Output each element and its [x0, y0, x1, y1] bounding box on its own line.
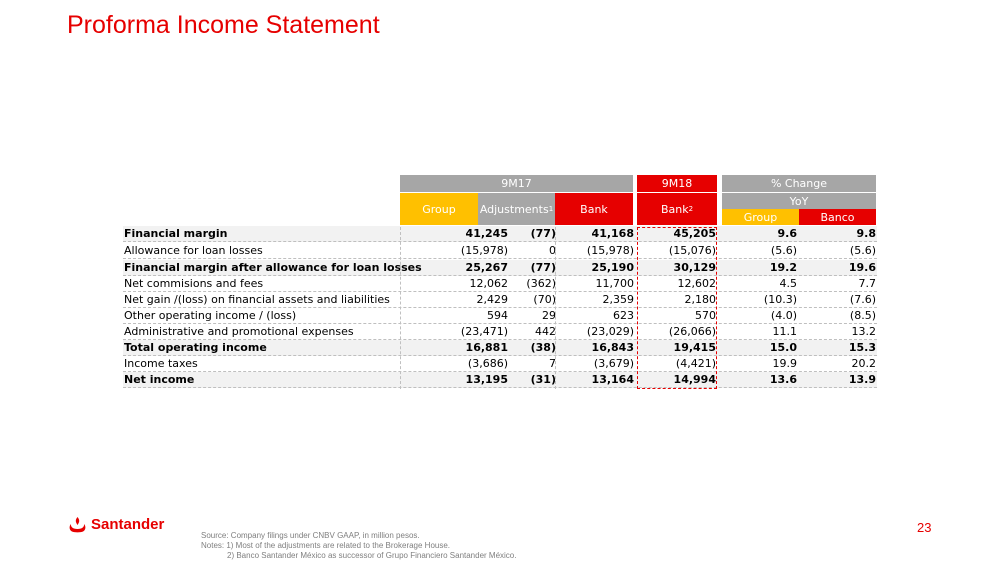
cell-bank: 13,164 [591, 373, 634, 386]
header-adjustments: Adjustments 1 [478, 193, 555, 225]
cell-bank: 25,190 [591, 261, 634, 274]
cell-bank: 623 [613, 309, 634, 322]
cell-bank-9m18: (4,421) [675, 357, 716, 370]
cell-bank-9m18: (26,066) [668, 325, 716, 338]
cell-adjustments: (362) [526, 277, 556, 290]
row-label: Allowance for loan losses [124, 244, 263, 257]
header-yoy-group: Group [722, 209, 799, 225]
cell-yoy-banco: 15.3 [848, 341, 876, 354]
header-bank-9m18: Bank 2 [637, 193, 717, 225]
cell-yoy-group: 11.1 [772, 325, 797, 338]
cell-bank: (3,679) [593, 357, 634, 370]
cell-adjustments: (31) [530, 373, 556, 386]
cell-group: 13,195 [465, 373, 508, 386]
table-row [123, 226, 877, 242]
cell-bank: 16,843 [591, 341, 634, 354]
cell-yoy-banco: 7.7 [858, 277, 876, 290]
cell-adjustments: (70) [533, 293, 556, 306]
header-bank-9m18-label: Bank [660, 202, 689, 216]
cell-group: 2,429 [476, 293, 508, 306]
cell-yoy-group: 19.9 [772, 357, 797, 370]
cell-bank-9m18: 45,205 [673, 227, 716, 240]
cell-bank-9m18: (15,076) [668, 244, 716, 257]
cell-adjustments: 0 [549, 244, 556, 257]
cell-adjustments: (77) [530, 261, 556, 274]
cell-group: 594 [487, 309, 508, 322]
row-label: Net gain /(loss) on financial assets and liabilities [124, 293, 390, 306]
cell-yoy-group: 9.6 [777, 227, 797, 240]
cell-adjustments: (77) [530, 227, 556, 240]
cell-yoy-group: 15.0 [769, 341, 797, 354]
row-label: Total operating income [124, 341, 267, 354]
note-2: 2) Banco Santander México as successor of Grupo Financiero Santander México. [227, 551, 517, 560]
table-row [123, 292, 877, 308]
footnotes [201, 531, 516, 561]
row-label: Other operating income / (loss) [124, 309, 297, 322]
table-row [123, 276, 877, 292]
table-row [123, 243, 877, 259]
header-9m18: 9M18 [637, 175, 717, 192]
cell-bank: 11,700 [595, 277, 634, 290]
header-9m17: 9M17 [400, 175, 633, 192]
header-pct-change: % Change [722, 175, 876, 192]
table-row [123, 340, 877, 356]
cell-group: 16,881 [465, 341, 508, 354]
cell-yoy-banco: 19.6 [848, 261, 876, 274]
cell-bank-9m18: 2,180 [684, 293, 716, 306]
cell-yoy-banco: (5.6) [849, 244, 876, 257]
cell-yoy-group: 4.5 [779, 277, 797, 290]
header-yoy-banco: Banco [799, 209, 876, 225]
column-divider [400, 227, 401, 389]
page-title: Proforma Income Statement [67, 11, 380, 39]
cell-yoy-group: 19.2 [769, 261, 797, 274]
cell-yoy-banco: 20.2 [851, 357, 876, 370]
row-label: Income taxes [124, 357, 198, 370]
cell-bank: 41,168 [591, 227, 634, 240]
cell-bank-9m18: 14,994 [673, 373, 716, 386]
cell-group: (3,686) [467, 357, 508, 370]
cell-yoy-group: 13.6 [769, 373, 797, 386]
cell-adjustments: (38) [530, 341, 556, 354]
cell-bank: (15,978) [586, 244, 634, 257]
column-divider [555, 227, 556, 389]
cell-group: 41,245 [465, 227, 508, 240]
cell-yoy-banco: (8.5) [849, 309, 876, 322]
cell-group: 12,062 [469, 277, 508, 290]
cell-bank-9m18: 12,602 [677, 277, 716, 290]
cell-yoy-banco: 9.8 [856, 227, 876, 240]
table-row [123, 324, 877, 340]
header-bank: Bank [555, 193, 633, 225]
cell-adjustments: 442 [535, 325, 556, 338]
cell-group: (15,978) [460, 244, 508, 257]
cell-yoy-banco: 13.2 [851, 325, 876, 338]
cell-bank-9m18: 570 [695, 309, 716, 322]
bank-9m18-highlight [637, 227, 717, 389]
cell-bank: 2,359 [602, 293, 634, 306]
row-label: Financial margin [124, 227, 228, 240]
cell-bank-9m18: 30,129 [673, 261, 716, 274]
cell-yoy-banco: 13.9 [848, 373, 876, 386]
cell-yoy-group: (10.3) [763, 293, 797, 306]
table-row [123, 356, 877, 372]
table-row [123, 372, 877, 388]
header-group: Group [400, 193, 478, 225]
row-label: Net income [124, 373, 195, 386]
cell-yoy-group: (5.6) [770, 244, 797, 257]
row-label: Financial margin after allowance for loan losses [124, 261, 422, 274]
santander-wordmark: Santander [91, 516, 165, 533]
row-label: Administrative and promotional expenses [124, 325, 354, 338]
flame-icon [68, 517, 87, 533]
cell-adjustments: 7 [549, 357, 556, 370]
source-note: Source: Company filings under CNBV GAAP, in million pesos. [201, 531, 420, 540]
page-number: 23 [917, 520, 932, 535]
note-1: Notes: 1) Most of the adjustments are related to the Brokerage House. [201, 541, 451, 550]
cell-adjustments: 29 [542, 309, 556, 322]
row-label: Net commisions and fees [124, 277, 264, 290]
header-adjustments-label: Adjustments [479, 202, 549, 216]
cell-group: (23,471) [460, 325, 508, 338]
table-row [123, 308, 877, 324]
cell-yoy-group: (4.0) [770, 309, 797, 322]
cell-group: 25,267 [465, 261, 508, 274]
cell-bank-9m18: 19,415 [673, 341, 716, 354]
header-yoy: YoY [722, 193, 876, 209]
table-row [123, 260, 877, 276]
cell-bank: (23,029) [586, 325, 634, 338]
cell-yoy-banco: (7.6) [849, 293, 876, 306]
santander-logo [68, 516, 164, 533]
